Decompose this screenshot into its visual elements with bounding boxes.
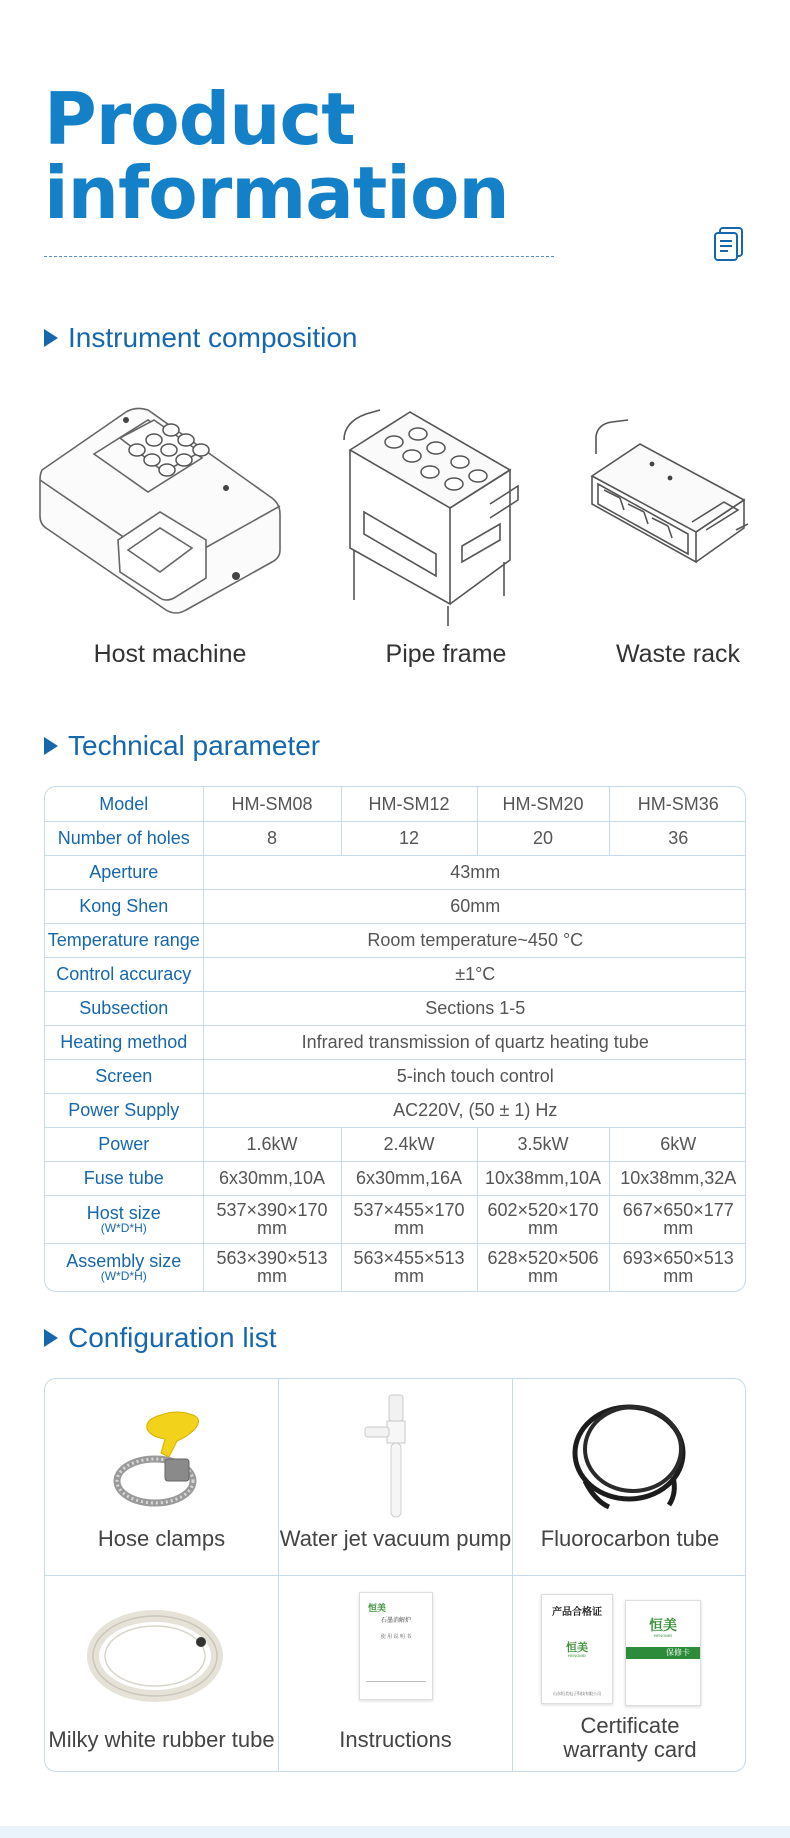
table-row [45,787,746,821]
row-label: Screen [45,1059,203,1093]
row-label-text: Host size [86,1202,161,1223]
cell-unit: mm [663,1218,694,1238]
cell-unit: mm [394,1218,424,1238]
triangle-bullet-icon [44,329,58,347]
cell-unit: mm [394,1266,424,1287]
table-cell: ±1°C [203,957,746,991]
booklet-subtitle: 使 用 说 明 书 [380,1634,412,1640]
cell-value: 693×650×513 [622,1248,734,1269]
table-cell: HM-SM20 [477,787,609,821]
table-cell [477,1243,609,1291]
certificate-title: 产品合格证 [552,1607,602,1618]
triangle-bullet-icon [44,1329,58,1347]
table-row [45,855,746,889]
table-cell [477,1195,609,1243]
cell-unit: mm [257,1266,287,1287]
config-item-label-line1: Certificate [580,1713,680,1738]
table-cell [609,1195,746,1243]
config-item-label: Instructions [339,1727,452,1752]
title-line-2: information [44,151,509,235]
table-cell: 3.5kW [477,1127,609,1161]
table-cell: 20 [477,821,609,855]
warranty-label: 保修卡 [626,1647,700,1659]
config-item-label-line2: warranty card [563,1737,697,1762]
table-row [45,889,746,923]
row-label: Control accuracy [45,957,203,991]
config-item-label: Fluorocarbon tube [540,1526,720,1551]
table-cell: 10x38mm,10A [477,1161,609,1195]
pipe-frame-illustration [340,400,520,628]
cell-unit: mm [663,1266,694,1287]
host-machine-illustration [36,400,282,620]
table-cell: 6x30mm,10A [203,1161,341,1195]
table-cell [203,1243,341,1291]
row-label: Model [45,787,203,821]
table-cell: Infrared transmission of quartz heating tube [203,1025,746,1059]
certificate-logo: 恒美 [566,1642,588,1654]
booklet-logo: 恒美 [368,1603,387,1613]
config-item [513,1379,746,1576]
caption-waste-rack: Waste rack [615,640,741,668]
section-heading: Configuration list [68,1322,277,1353]
row-label-unit: (W*D*H) [100,1268,147,1283]
table-row [45,991,746,1025]
row-label: Power [45,1127,203,1161]
table-cell: HM-SM36 [609,787,746,821]
table-cell: 43mm [203,855,746,889]
row-label: Fuse tube [45,1161,203,1195]
cell-value: 667×650×177 [622,1200,734,1220]
row-label [45,1195,203,1243]
certificate-logo-sub: HENGMEI [567,1653,587,1658]
row-label: Temperature range [45,923,203,957]
table-row [45,1243,746,1291]
table-cell: 10x38mm,32A [609,1161,746,1195]
row-label: Heating method [45,1025,203,1059]
section-technical-parameter [44,730,320,762]
table-cell: HM-SM12 [341,787,477,821]
table-cell: Room temperature~450 °C [203,923,746,957]
table-row [45,1127,746,1161]
document-icon [712,226,746,262]
table-row [45,1195,746,1243]
row-label: Kong Shen [45,889,203,923]
table-cell: Sections 1-5 [203,991,746,1025]
table-row [45,957,746,991]
table-cell: 36 [609,821,746,855]
table-row [45,1093,746,1127]
config-item [513,1576,746,1772]
config-item-label [513,1714,746,1762]
config-item [45,1379,279,1576]
row-label: Power Supply [45,1093,203,1127]
instructions-booklet-image [359,1592,433,1700]
row-label: Subsection [45,991,203,1025]
table-cell: AC220V, (50 ± 1) Hz [203,1093,746,1127]
cell-value: 537×455×170 [353,1200,465,1220]
table-cell [341,1243,477,1291]
title-line-1: Product [44,77,355,161]
table-row [45,1025,746,1059]
table-cell: 6kW [609,1127,746,1161]
config-item-label: Water jet vacuum pump [279,1526,512,1551]
table-cell [341,1195,477,1243]
config-item-label: Hose clamps [97,1526,226,1551]
section-heading: Technical parameter [68,730,321,761]
config-item [279,1576,513,1772]
row-label-text: Assembly size [66,1250,182,1271]
bottom-strip [0,1826,790,1838]
warranty-logo-sub: HENGMEI [653,1633,673,1638]
row-label-unit: (W*D*H) [100,1220,147,1235]
table-row [45,821,746,855]
section-heading: Instrument composition [68,322,358,353]
cell-value: 563×390×513 [216,1248,328,1269]
table-cell: 1.6kW [203,1127,341,1161]
table-cell: HM-SM08 [203,787,341,821]
cell-unit: mm [528,1218,558,1238]
table-row [45,1161,746,1195]
warranty-card-image [625,1600,701,1706]
table-row [45,923,746,957]
hose-clamp-image [107,1407,217,1517]
section-instrument-composition [44,322,357,354]
fluorocarbon-tube-image [565,1397,695,1515]
page-title [44,77,509,235]
table-cell: 12 [341,821,477,855]
table-cell: 60mm [203,889,746,923]
table-cell: 6x30mm,16A [341,1161,477,1195]
certificate-card-image [541,1594,613,1704]
cell-value: 563×455×513 [353,1248,465,1269]
cell-value: 628×520×506 [487,1248,599,1269]
table-cell: 2.4kW [341,1127,477,1161]
warranty-logo: 恒美 [649,1617,677,1633]
table-cell: 5-inch touch control [203,1059,746,1093]
configuration-grid [44,1378,746,1772]
cell-value: 537×390×170 [216,1200,328,1220]
caption-host-machine: Host machine [93,640,247,668]
section-configuration-list [44,1322,277,1354]
booklet-rule [366,1681,426,1682]
triangle-bullet-icon [44,737,58,755]
caption-pipe-frame: Pipe frame [385,640,507,668]
table-cell [609,1243,746,1291]
title-divider [44,256,554,257]
booklet-title: 石墨消解炉 [380,1618,411,1624]
waste-rack-illustration [584,414,748,564]
config-item [279,1379,513,1576]
rubber-tube-image [81,1604,231,1708]
row-label: Number of holes [45,821,203,855]
table-cell [203,1195,341,1243]
vacuum-pump-image [351,1393,441,1521]
row-label [45,1243,203,1291]
cell-unit: mm [257,1218,287,1238]
config-item-label: Milky white rubber tube [48,1727,275,1752]
row-label: Aperture [45,855,203,889]
parameter-table [44,786,746,1292]
config-item [45,1576,279,1772]
table-cell: 8 [203,821,341,855]
cell-value: 602×520×170 [487,1200,599,1220]
cell-unit: mm [528,1266,558,1287]
table-row [45,1059,746,1093]
certificate-company: 山东恒美电子科技有限公司 [553,1691,601,1696]
